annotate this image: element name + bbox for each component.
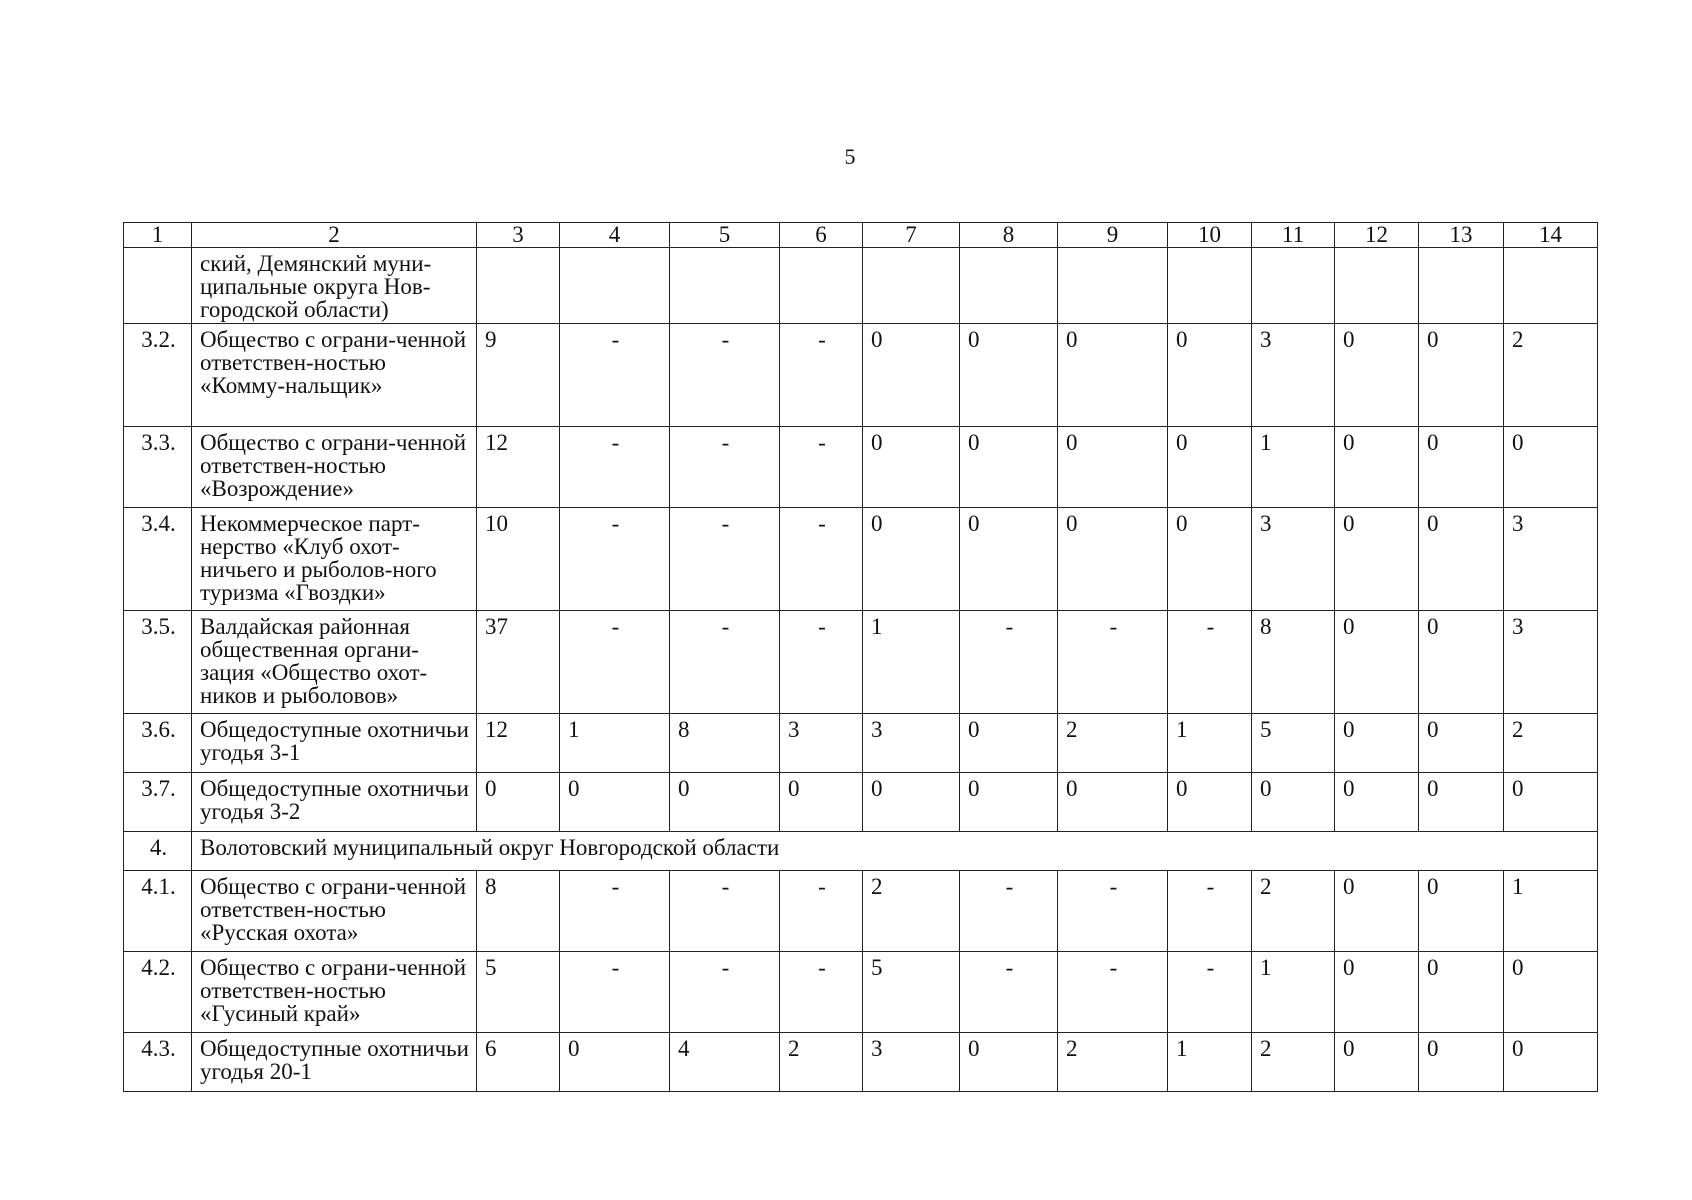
- row-value: 12: [477, 427, 560, 508]
- row-value: -: [560, 611, 670, 714]
- row-value: -: [560, 324, 670, 427]
- row-value: -: [960, 871, 1058, 952]
- row-value: 0: [1504, 1033, 1598, 1092]
- row-value: -: [670, 871, 780, 952]
- row-value: -: [1168, 611, 1252, 714]
- table-row: [124, 773, 1598, 832]
- data-table: [123, 222, 1598, 1092]
- row-value: -: [780, 871, 863, 952]
- row-value: 1: [863, 611, 960, 714]
- column-number: 8: [960, 223, 1058, 248]
- table-row: [124, 427, 1598, 508]
- row-value: [670, 248, 780, 324]
- table-row: [124, 714, 1598, 773]
- row-value: -: [780, 324, 863, 427]
- row-value: 2: [1504, 324, 1598, 427]
- row-value: 0: [1419, 1033, 1504, 1092]
- row-number: 3.6.: [124, 714, 192, 773]
- row-value: [560, 248, 670, 324]
- row-value: 9: [477, 324, 560, 427]
- column-number: 7: [863, 223, 960, 248]
- row-value: 0: [1419, 714, 1504, 773]
- row-value: 1: [1504, 871, 1598, 952]
- table-row: [124, 324, 1598, 427]
- row-value: 1: [1168, 714, 1252, 773]
- row-value: -: [560, 952, 670, 1033]
- row-value: 0: [1335, 1033, 1419, 1092]
- row-value: 0: [1419, 324, 1504, 427]
- row-value: 2: [863, 871, 960, 952]
- row-name: Валдайская районная общественная органи-зация «Общество охот-ников и рыболовов»: [192, 611, 477, 714]
- row-value: 0: [670, 773, 780, 832]
- row-value: 0: [863, 324, 960, 427]
- row-number: 3.7.: [124, 773, 192, 832]
- row-value: 2: [1252, 1033, 1335, 1092]
- row-value: 0: [1335, 508, 1419, 611]
- row-value: 5: [1252, 714, 1335, 773]
- row-value: 10: [477, 508, 560, 611]
- row-value: 0: [1419, 773, 1504, 832]
- row-value: -: [1168, 952, 1252, 1033]
- table-row: [124, 611, 1598, 714]
- row-name: ский, Демянский муни-ципальные округа Нов-городской области): [192, 248, 477, 324]
- row-number: 3.2.: [124, 324, 192, 427]
- row-value: 0: [960, 324, 1058, 427]
- row-value: 3: [1252, 508, 1335, 611]
- row-value: 2: [1504, 714, 1598, 773]
- row-value: -: [780, 427, 863, 508]
- row-value: 0: [863, 508, 960, 611]
- row-value: [780, 248, 863, 324]
- row-name: Общество с ограни-ченной ответствен-ностью «Русская охота»: [192, 871, 477, 952]
- column-number: 13: [1419, 223, 1504, 248]
- row-value: 0: [560, 773, 670, 832]
- table-row: [124, 871, 1598, 952]
- column-number: 1: [124, 223, 192, 248]
- row-name: Общество с ограни-ченной ответствен-ностью «Возрождение»: [192, 427, 477, 508]
- row-value: 0: [1335, 427, 1419, 508]
- row-value: 0: [1058, 427, 1168, 508]
- row-value: [1504, 248, 1598, 324]
- row-value: 0: [1252, 773, 1335, 832]
- row-value: 4: [670, 1033, 780, 1092]
- row-value: 6: [477, 1033, 560, 1092]
- row-value: -: [1168, 871, 1252, 952]
- row-value: 2: [780, 1033, 863, 1092]
- row-value: 37: [477, 611, 560, 714]
- row-value: -: [780, 611, 863, 714]
- row-value: 3: [863, 714, 960, 773]
- row-value: -: [1058, 871, 1168, 952]
- row-value: 0: [1168, 773, 1252, 832]
- column-number: 6: [780, 223, 863, 248]
- row-value: -: [670, 611, 780, 714]
- table-row: [124, 508, 1598, 611]
- row-value: 8: [1252, 611, 1335, 714]
- row-value: 3: [863, 1033, 960, 1092]
- row-value: [1335, 248, 1419, 324]
- row-value: -: [670, 324, 780, 427]
- row-value: [1058, 248, 1168, 324]
- row-value: 0: [960, 773, 1058, 832]
- row-value: 12: [477, 714, 560, 773]
- row-name: Некоммерческое парт-нерство «Клуб охот-ничьего и рыболов-ного туризма «Гвоздки»: [192, 508, 477, 611]
- row-value: 0: [1335, 611, 1419, 714]
- row-value: 0: [477, 773, 560, 832]
- row-value: -: [560, 427, 670, 508]
- row-value: [863, 248, 960, 324]
- row-value: 0: [1335, 952, 1419, 1033]
- table-row: [124, 1033, 1598, 1092]
- row-name: Общедоступные охотничьи угодья 20-1: [192, 1033, 477, 1092]
- row-value: 8: [670, 714, 780, 773]
- row-name: Общество с ограни-ченной ответствен-ностью «Комму-нальщик»: [192, 324, 477, 427]
- row-value: -: [670, 427, 780, 508]
- row-value: 3: [1252, 324, 1335, 427]
- row-value: [1168, 248, 1252, 324]
- row-value: 0: [1168, 427, 1252, 508]
- column-number: 9: [1058, 223, 1168, 248]
- row-value: 3: [1504, 611, 1598, 714]
- column-number: 12: [1335, 223, 1419, 248]
- column-number: 14: [1504, 223, 1598, 248]
- row-value: -: [670, 508, 780, 611]
- row-value: 0: [1419, 611, 1504, 714]
- row-value: 3: [780, 714, 863, 773]
- row-value: 0: [960, 508, 1058, 611]
- row-value: 0: [1504, 773, 1598, 832]
- row-name: Общедоступные охотничьи угодья 3-2: [192, 773, 477, 832]
- row-value: 8: [477, 871, 560, 952]
- row-value: 2: [1252, 871, 1335, 952]
- row-value: 2: [1058, 714, 1168, 773]
- row-number: 3.4.: [124, 508, 192, 611]
- row-value: 1: [560, 714, 670, 773]
- row-value: 0: [1335, 324, 1419, 427]
- row-value: -: [780, 952, 863, 1033]
- row-value: 3: [1504, 508, 1598, 611]
- row-value: 1: [1252, 427, 1335, 508]
- row-value: -: [960, 952, 1058, 1033]
- section-number: 4.: [124, 832, 192, 871]
- row-value: 0: [1504, 952, 1598, 1033]
- table-row: [124, 248, 1598, 324]
- row-value: 0: [960, 1033, 1058, 1092]
- row-value: -: [1058, 611, 1168, 714]
- row-value: 1: [1252, 952, 1335, 1033]
- row-value: 1: [1168, 1033, 1252, 1092]
- row-value: 0: [560, 1033, 670, 1092]
- row-name: Общество с ограни-ченной ответствен-ностью «Гусиный край»: [192, 952, 477, 1033]
- row-value: 0: [960, 427, 1058, 508]
- row-value: 0: [1335, 773, 1419, 832]
- section-row: [124, 832, 1598, 871]
- column-number: 11: [1252, 223, 1335, 248]
- row-value: 0: [1168, 324, 1252, 427]
- table-row: [124, 952, 1598, 1033]
- row-value: -: [960, 611, 1058, 714]
- row-number: 4.1.: [124, 871, 192, 952]
- row-value: 0: [863, 773, 960, 832]
- row-value: 0: [1335, 871, 1419, 952]
- row-value: [1419, 248, 1504, 324]
- row-value: -: [780, 508, 863, 611]
- column-number: 4: [560, 223, 670, 248]
- row-value: -: [560, 508, 670, 611]
- row-value: [1252, 248, 1335, 324]
- row-value: 0: [863, 427, 960, 508]
- row-number: 4.3.: [124, 1033, 192, 1092]
- row-value: 0: [780, 773, 863, 832]
- row-value: 0: [1335, 714, 1419, 773]
- row-value: 0: [1419, 508, 1504, 611]
- row-value: [477, 248, 560, 324]
- row-value: 0: [960, 714, 1058, 773]
- row-value: 0: [1419, 427, 1504, 508]
- row-number: [124, 248, 192, 324]
- row-number: 3.5.: [124, 611, 192, 714]
- column-number: 2: [192, 223, 477, 248]
- section-title: Волотовский муниципальный округ Новгородской области: [192, 832, 1598, 871]
- row-value: -: [670, 952, 780, 1033]
- row-name: Общедоступные охотничьи угодья 3-1: [192, 714, 477, 773]
- row-value: 0: [1168, 508, 1252, 611]
- row-value: -: [1058, 952, 1168, 1033]
- row-number: 3.3.: [124, 427, 192, 508]
- column-number: 5: [670, 223, 780, 248]
- row-value: 0: [1058, 324, 1168, 427]
- column-number-row: [124, 223, 1598, 248]
- page-number: 5: [844, 144, 856, 169]
- row-value: 0: [1058, 508, 1168, 611]
- row-value: 0: [1504, 427, 1598, 508]
- row-value: 5: [477, 952, 560, 1033]
- column-number: 10: [1168, 223, 1252, 248]
- row-value: 2: [1058, 1033, 1168, 1092]
- row-value: 0: [1058, 773, 1168, 832]
- column-number: 3: [477, 223, 560, 248]
- row-value: [960, 248, 1058, 324]
- row-value: 0: [1419, 871, 1504, 952]
- row-number: 4.2.: [124, 952, 192, 1033]
- row-value: 0: [1419, 952, 1504, 1033]
- row-value: 5: [863, 952, 960, 1033]
- row-value: -: [560, 871, 670, 952]
